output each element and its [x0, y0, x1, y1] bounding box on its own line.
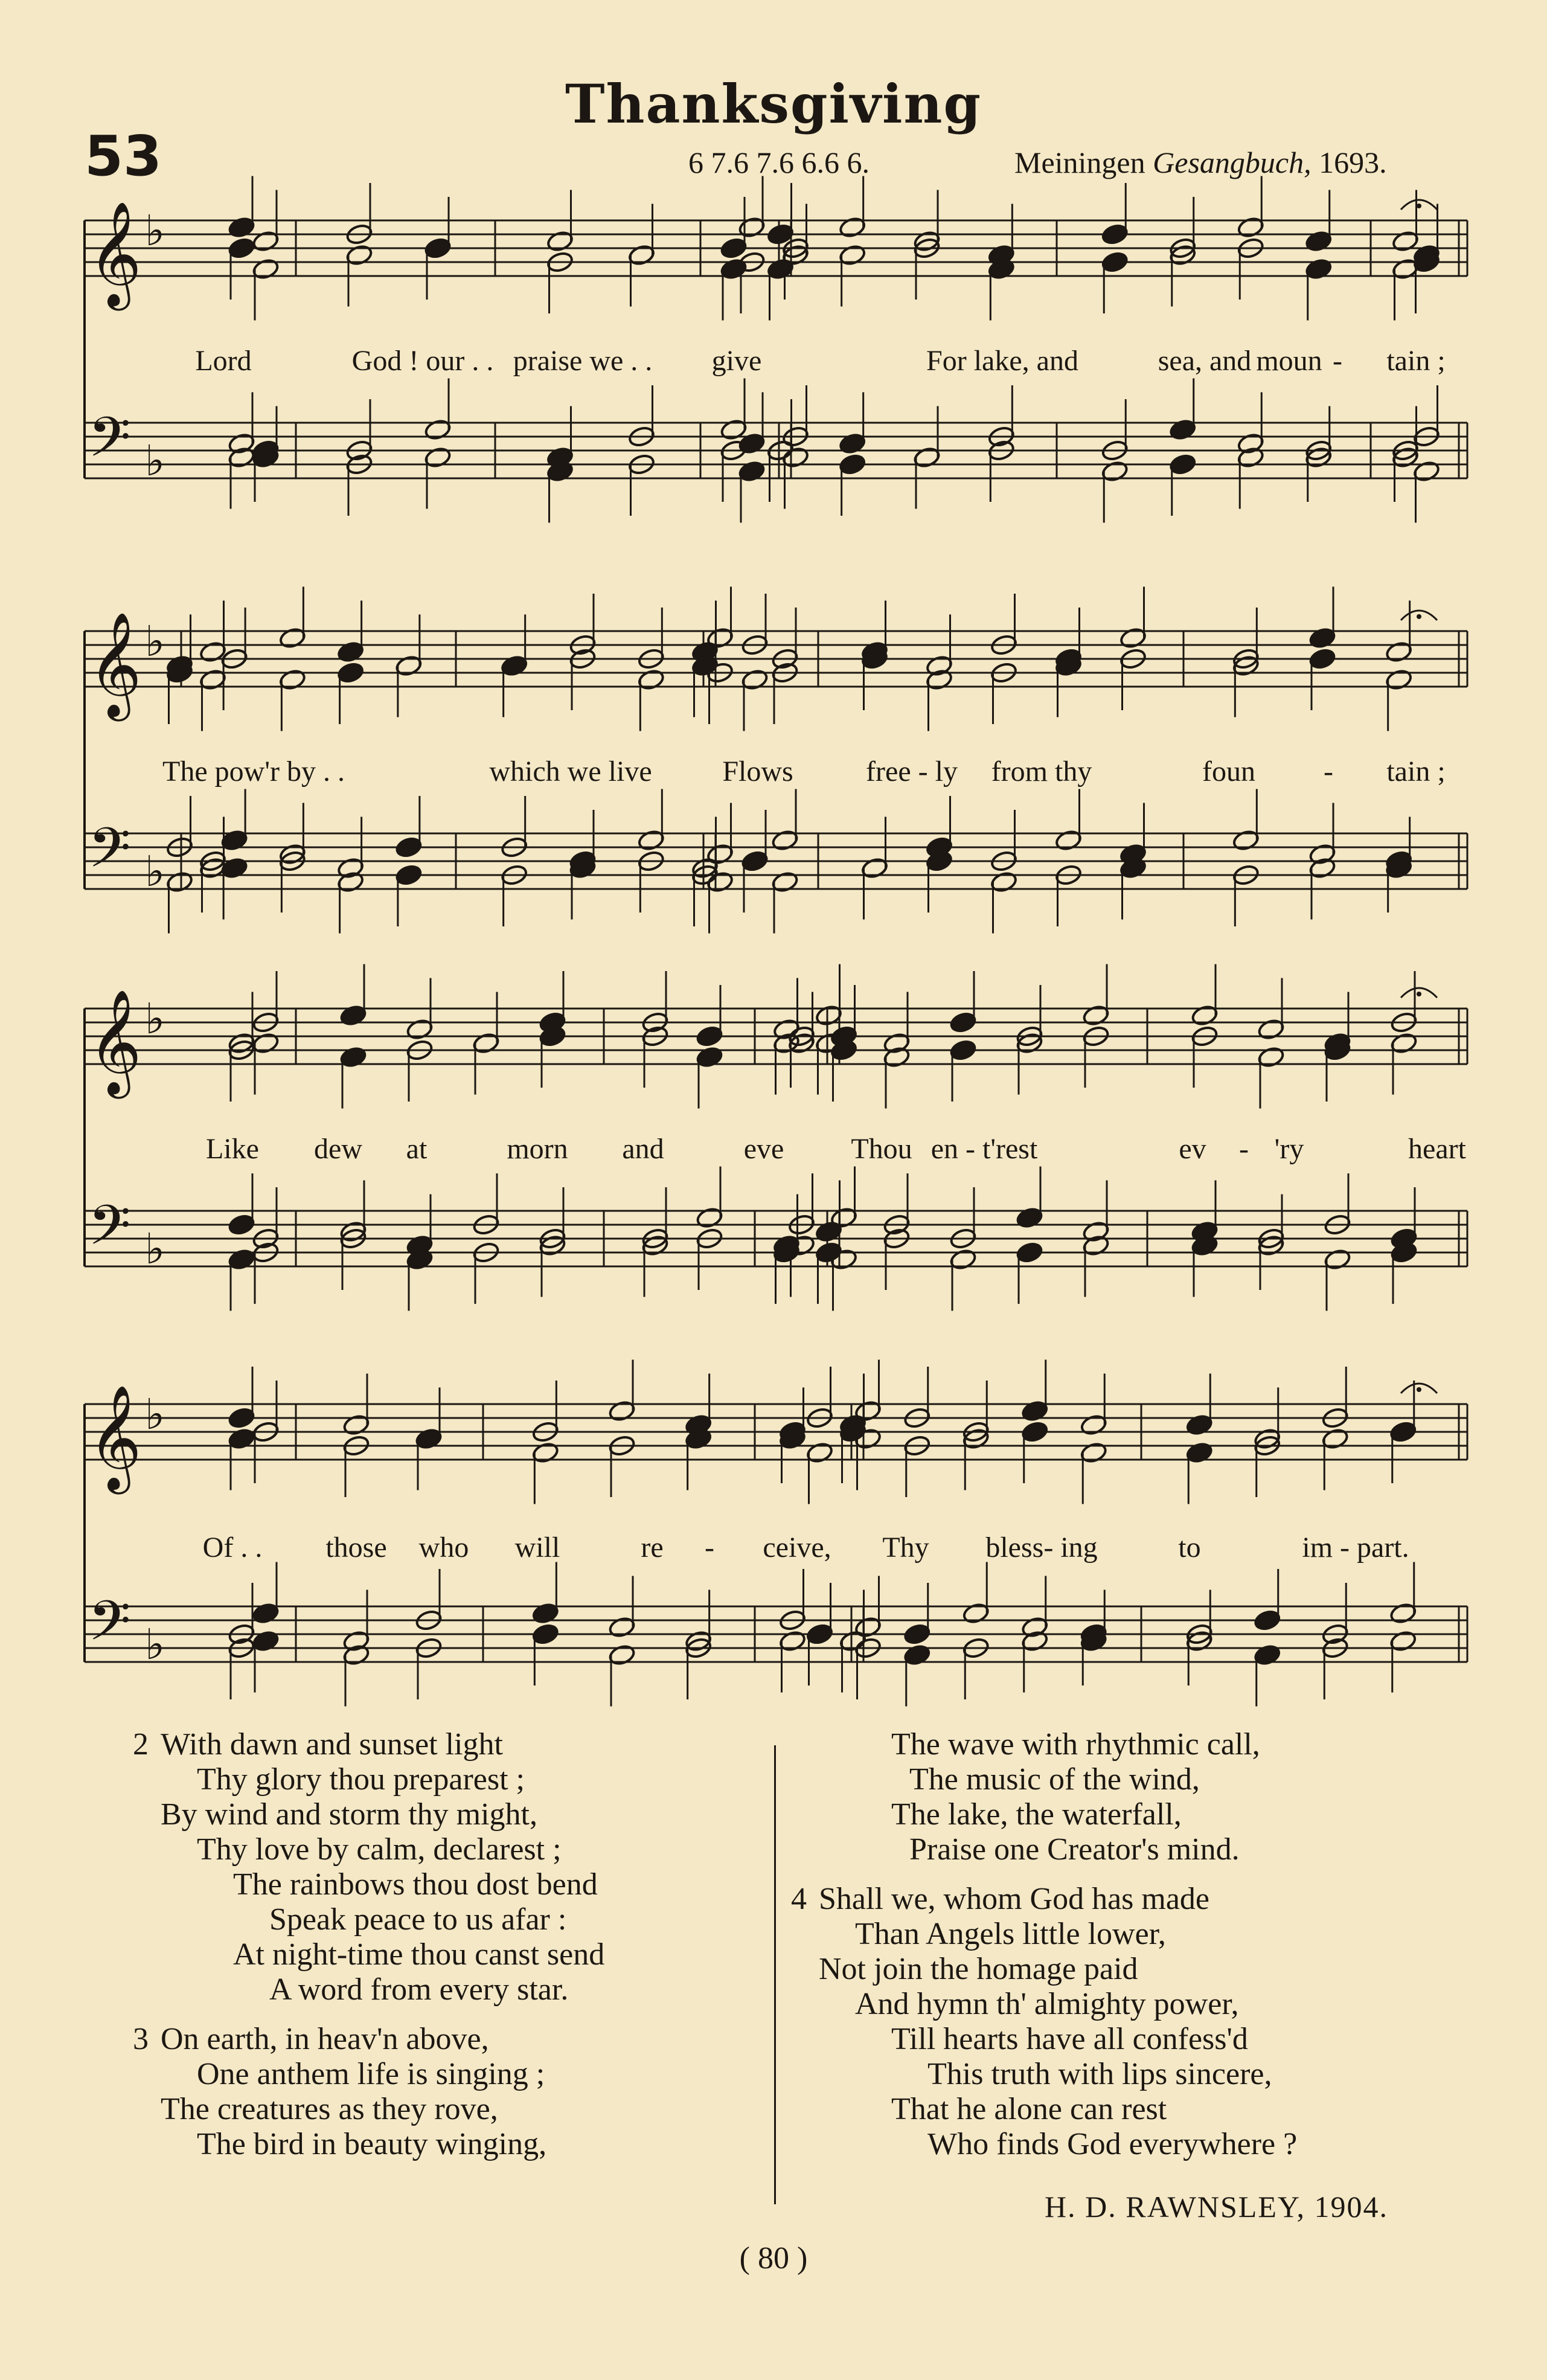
note-head — [1101, 460, 1129, 483]
note-head — [771, 829, 799, 852]
note-head — [1101, 223, 1129, 246]
note-head — [228, 1427, 255, 1450]
note-head — [913, 446, 941, 469]
note-head — [949, 1039, 977, 1062]
note-head — [738, 216, 766, 239]
verse-line — [791, 2127, 1455, 2162]
lyric-syllable: im - part. — [1302, 1532, 1409, 1564]
verse-text: And hymn th' almighty power, — [855, 1987, 1239, 2021]
lyric-syllable: dew — [314, 1133, 362, 1165]
verse-stanza — [133, 2022, 737, 2162]
note-head — [1324, 1248, 1351, 1271]
lyric-syllable: - — [1324, 755, 1333, 787]
meter: 6 7.6 7.6 6.6 6. — [688, 146, 870, 179]
lyric-line — [0, 1531, 1547, 1567]
note-head — [424, 446, 452, 469]
tune-source-name: Meiningen — [1014, 146, 1145, 179]
note-head — [339, 1004, 367, 1027]
verse-text: This truth with lips sincere, — [927, 2057, 1272, 2091]
verse-text: Till hearts have all confess'd — [891, 2022, 1248, 2056]
note-head — [546, 229, 574, 252]
note-head — [903, 1643, 931, 1666]
lyric-syllable: heart — [1408, 1133, 1466, 1165]
note-head — [415, 1427, 443, 1450]
note-head — [406, 1018, 434, 1041]
flat-icon: ♭ — [145, 617, 165, 666]
note-head — [1385, 668, 1412, 691]
note-head — [854, 1615, 882, 1638]
lyric-syllable: tain ; — [1386, 755, 1446, 787]
note-head — [1080, 1413, 1107, 1436]
verse-line — [791, 2022, 1455, 2057]
lyric-syllable: ceive, — [763, 1532, 831, 1564]
lyric-syllable: at — [406, 1133, 428, 1165]
treble-clef-icon: 𝄞 — [88, 612, 142, 717]
note-head — [706, 842, 734, 865]
verse-line — [133, 1832, 737, 1867]
treble-clef-icon: 𝄞 — [88, 989, 142, 1094]
verse-text: Than Angels little lower, — [855, 1917, 1166, 1951]
lyric-syllable: tain ; — [1386, 345, 1446, 377]
note-head — [1101, 251, 1129, 274]
note-head — [778, 1629, 806, 1652]
verse-stanza — [133, 1727, 737, 2007]
verse-number: 4 — [791, 1882, 807, 1916]
note-head — [608, 1643, 636, 1666]
note-head — [838, 216, 866, 239]
note-head — [228, 1213, 255, 1236]
note-head — [1191, 1004, 1219, 1027]
note-head — [838, 243, 866, 266]
note-head — [949, 1011, 977, 1034]
lyric-syllable: who — [418, 1532, 469, 1564]
note-head — [228, 216, 255, 239]
lyric-syllable: Thou — [851, 1133, 912, 1165]
note-head — [738, 432, 766, 455]
verses-left-column — [133, 1727, 737, 2176]
note-head — [1054, 829, 1082, 852]
lyric-syllable: The pow'r by . . — [162, 755, 345, 787]
verse-line — [791, 1987, 1455, 2022]
flat-icon: ♭ — [145, 206, 165, 255]
note-head — [1321, 1427, 1349, 1450]
note-head — [720, 418, 748, 441]
lyric-line — [0, 344, 1547, 380]
note-head — [1257, 1045, 1285, 1068]
lyric-syllable: those — [325, 1532, 387, 1564]
note-head — [252, 257, 280, 280]
note-head — [1016, 1241, 1043, 1264]
note-head — [838, 453, 866, 476]
verse-text: Praise one Creator's mind. — [909, 1832, 1240, 1867]
note-head — [1185, 1441, 1213, 1464]
verse-line — [791, 1727, 1455, 1762]
note-head — [252, 1602, 280, 1625]
lyric-syllable: foun — [1202, 755, 1255, 787]
note-head — [1169, 418, 1197, 441]
note-head — [1080, 1441, 1107, 1464]
lyric-syllable: to — [1178, 1532, 1201, 1564]
flat-icon: ♭ — [145, 436, 165, 486]
note-head — [696, 1045, 723, 1068]
lyric-syllable: Like — [206, 1133, 259, 1165]
note-head — [342, 1413, 370, 1436]
note-head — [637, 829, 665, 852]
note-head — [1389, 1629, 1417, 1652]
verse-line — [133, 2057, 737, 2092]
lyric-syllable: Of . . — [202, 1532, 263, 1564]
note-head — [1308, 626, 1336, 649]
flat-icon: ♭ — [145, 994, 165, 1044]
author-credit: H. D. RAWNSLEY, 1904. — [1045, 2190, 1389, 2224]
lyric-line — [0, 1132, 1547, 1169]
verse-number: 3 — [133, 2022, 149, 2056]
verse-text: By wind and storm thy might, — [161, 1797, 537, 1832]
note-head — [771, 870, 799, 893]
lyric-syllable: bless- ing — [985, 1532, 1098, 1564]
note-head — [1119, 626, 1147, 649]
lyric-syllable: Lord — [195, 345, 252, 377]
note-head — [228, 1248, 255, 1271]
note-head — [1232, 829, 1260, 852]
bass-clef-icon: 𝄢 — [88, 816, 131, 893]
verse-text: That he alone can rest — [891, 2092, 1167, 2126]
verse-text: The music of the wind, — [909, 1762, 1200, 1797]
note-head — [252, 229, 280, 252]
lyric-syllable: free - ly — [866, 755, 958, 787]
verse-text: The lake, the waterfall, — [891, 1797, 1182, 1832]
note-head — [336, 640, 364, 663]
note-head — [336, 661, 364, 684]
note-head — [165, 870, 193, 893]
verse-line — [133, 2127, 737, 2162]
lyric-syllable: en - t'rest — [930, 1133, 1038, 1165]
hymn-title: Thanksgiving — [565, 72, 982, 135]
lyric-syllable: For lake, and — [926, 345, 1078, 377]
note-head — [1305, 229, 1333, 252]
note-head — [1390, 1031, 1418, 1054]
verse-text: The rainbows thou dost bend — [233, 1867, 598, 1902]
lyric-syllable: moun — [1256, 345, 1322, 377]
fermata-dot — [1417, 992, 1421, 996]
verse-stanza — [791, 1727, 1455, 1867]
lyric-syllable: morn — [507, 1133, 568, 1165]
lyric-syllable: from thy — [991, 755, 1092, 787]
note-head — [252, 1031, 280, 1054]
note-head — [1021, 1399, 1049, 1422]
note-head — [395, 836, 423, 859]
note-head — [806, 1441, 833, 1464]
note-head — [1254, 1609, 1281, 1632]
treble-clef-icon: 𝄞 — [88, 201, 142, 306]
note-head — [1391, 229, 1419, 252]
note-head — [806, 1623, 833, 1646]
note-head — [278, 668, 306, 691]
lyric-syllable: - — [705, 1532, 714, 1564]
verse-line — [791, 1952, 1455, 1987]
note-head — [531, 1602, 559, 1625]
note-head — [1237, 216, 1264, 239]
verse-line — [791, 1832, 1455, 1867]
note-head — [228, 237, 255, 260]
note-head — [1257, 1018, 1285, 1041]
verse-text: With dawn and sunset light — [161, 1727, 503, 1762]
verse-line — [133, 1797, 737, 1832]
verse-text: Thy love by calm, declarest ; — [197, 1832, 562, 1867]
verse-text: One anthem life is singing ; — [197, 2057, 545, 2091]
verse-text: Who finds God everywhere ? — [927, 2127, 1298, 2161]
note-head — [424, 418, 452, 441]
note-head — [472, 1031, 500, 1054]
verse-text: Shall we, whom God has made — [819, 1882, 1210, 1916]
flat-icon: ♭ — [145, 1224, 165, 1274]
note-head — [500, 654, 528, 677]
note-head — [395, 654, 423, 677]
verse-text: Thy glory thou preparest ; — [197, 1762, 525, 1797]
lyric-syllable: ev — [1179, 1133, 1206, 1165]
verse-line — [791, 1797, 1455, 1832]
note-head — [608, 1615, 636, 1638]
column-divider — [774, 1745, 776, 2204]
lyric-syllable: give — [711, 345, 762, 377]
verse-text: A word from every star. — [269, 1972, 569, 2007]
hymn-number: 53 — [85, 124, 162, 188]
verse-line — [133, 1902, 737, 1937]
lyric-syllable: God ! our . . — [351, 345, 494, 377]
lyric-syllable: sea, and — [1158, 345, 1252, 377]
note-head — [903, 1623, 931, 1646]
note-head — [1305, 257, 1333, 280]
note-head — [720, 237, 748, 260]
note-head — [1254, 1643, 1281, 1666]
note-head — [345, 243, 373, 266]
note-head — [1412, 460, 1440, 483]
verse-line — [133, 1727, 737, 1762]
verse-line — [791, 1882, 1455, 1917]
lyric-syllable: eve — [743, 1133, 784, 1165]
lyric-syllable: re — [641, 1532, 664, 1564]
verse-line — [791, 2092, 1455, 2127]
flat-icon: ♭ — [145, 1620, 165, 1669]
verse-text: At night-time thou canst send — [233, 1937, 605, 1972]
note-head — [278, 626, 306, 649]
lyric-syllable: will — [514, 1532, 560, 1564]
verse-line — [791, 1762, 1455, 1797]
note-head — [838, 432, 866, 455]
note-head — [990, 870, 1017, 893]
flat-icon: ♭ — [145, 1390, 165, 1439]
note-head — [1169, 453, 1197, 476]
note-head — [962, 1602, 990, 1625]
tune-source-book: Gesangbuch, — [1153, 146, 1312, 179]
note-head — [637, 668, 665, 691]
verse-text: The wave with rhythmic call, — [891, 1727, 1260, 1762]
lyric-syllable: Thy — [882, 1532, 929, 1564]
verse-line — [791, 1917, 1455, 1952]
note-head — [424, 237, 452, 260]
note-head — [1389, 1602, 1417, 1625]
note-head — [696, 1206, 723, 1229]
flat-icon: ♭ — [145, 847, 165, 896]
note-head — [1185, 1413, 1213, 1436]
lyric-syllable: and — [622, 1133, 664, 1165]
lyric-syllable: - — [1239, 1133, 1249, 1165]
bass-clef-icon: 𝄢 — [88, 405, 131, 483]
fermata-dot — [1417, 1387, 1421, 1392]
tune-year: 1693. — [1319, 146, 1387, 179]
verse-text: The bird in beauty winging, — [197, 2127, 547, 2161]
note-head — [1389, 1420, 1417, 1443]
note-head — [1308, 647, 1336, 670]
verse-number: 2 — [133, 1727, 149, 1762]
verse-text: The creatures as they rove, — [161, 2092, 498, 2126]
page-number: ( 80 ) — [739, 2241, 808, 2276]
note-head — [1385, 640, 1412, 663]
note-head — [627, 243, 655, 266]
note-head — [1021, 1420, 1049, 1443]
verse-line — [791, 2057, 1455, 2092]
note-head — [1016, 1206, 1043, 1229]
note-head — [252, 1629, 280, 1652]
note-head — [531, 1441, 559, 1464]
note-head — [228, 1407, 255, 1429]
verse-line — [133, 1972, 737, 2007]
lyric-line — [0, 755, 1547, 791]
treble-clef-icon: 𝄞 — [88, 1385, 142, 1490]
lyric-syllable: which we live — [489, 755, 652, 787]
lyric-syllable: - — [1333, 345, 1342, 377]
note-head — [395, 864, 423, 887]
verse-text: On earth, in heav'n above, — [161, 2022, 489, 2056]
lyric-syllable: 'ry — [1274, 1133, 1304, 1165]
note-head — [1082, 1004, 1110, 1027]
note-head — [738, 460, 766, 483]
note-head — [949, 1248, 977, 1271]
verse-line — [133, 1867, 737, 1902]
note-head — [339, 1045, 367, 1068]
note-head — [608, 1399, 636, 1422]
note-head — [860, 856, 888, 879]
fermata-dot — [1417, 204, 1421, 208]
verse-text: Not join the homage paid — [819, 1952, 1138, 1986]
lyric-syllable: Flows — [722, 755, 793, 787]
fermata-dot — [1417, 614, 1421, 619]
lyric-syllable: praise we . . — [513, 345, 653, 377]
verse-stanza — [791, 1882, 1455, 2162]
note-head — [741, 850, 769, 873]
verse-text: Speak peace to us afar : — [269, 1902, 567, 1937]
verses-right-column — [791, 1727, 1455, 2176]
bass-clef-icon: 𝄢 — [88, 1589, 131, 1666]
verse-line — [133, 1937, 737, 1972]
bass-clef-icon: 𝄢 — [88, 1193, 131, 1271]
note-head — [531, 1623, 559, 1646]
note-head — [741, 668, 769, 691]
verse-line — [133, 1762, 737, 1797]
note-head — [696, 1025, 723, 1048]
verse-line — [133, 2092, 737, 2127]
verse-line — [133, 2022, 737, 2057]
